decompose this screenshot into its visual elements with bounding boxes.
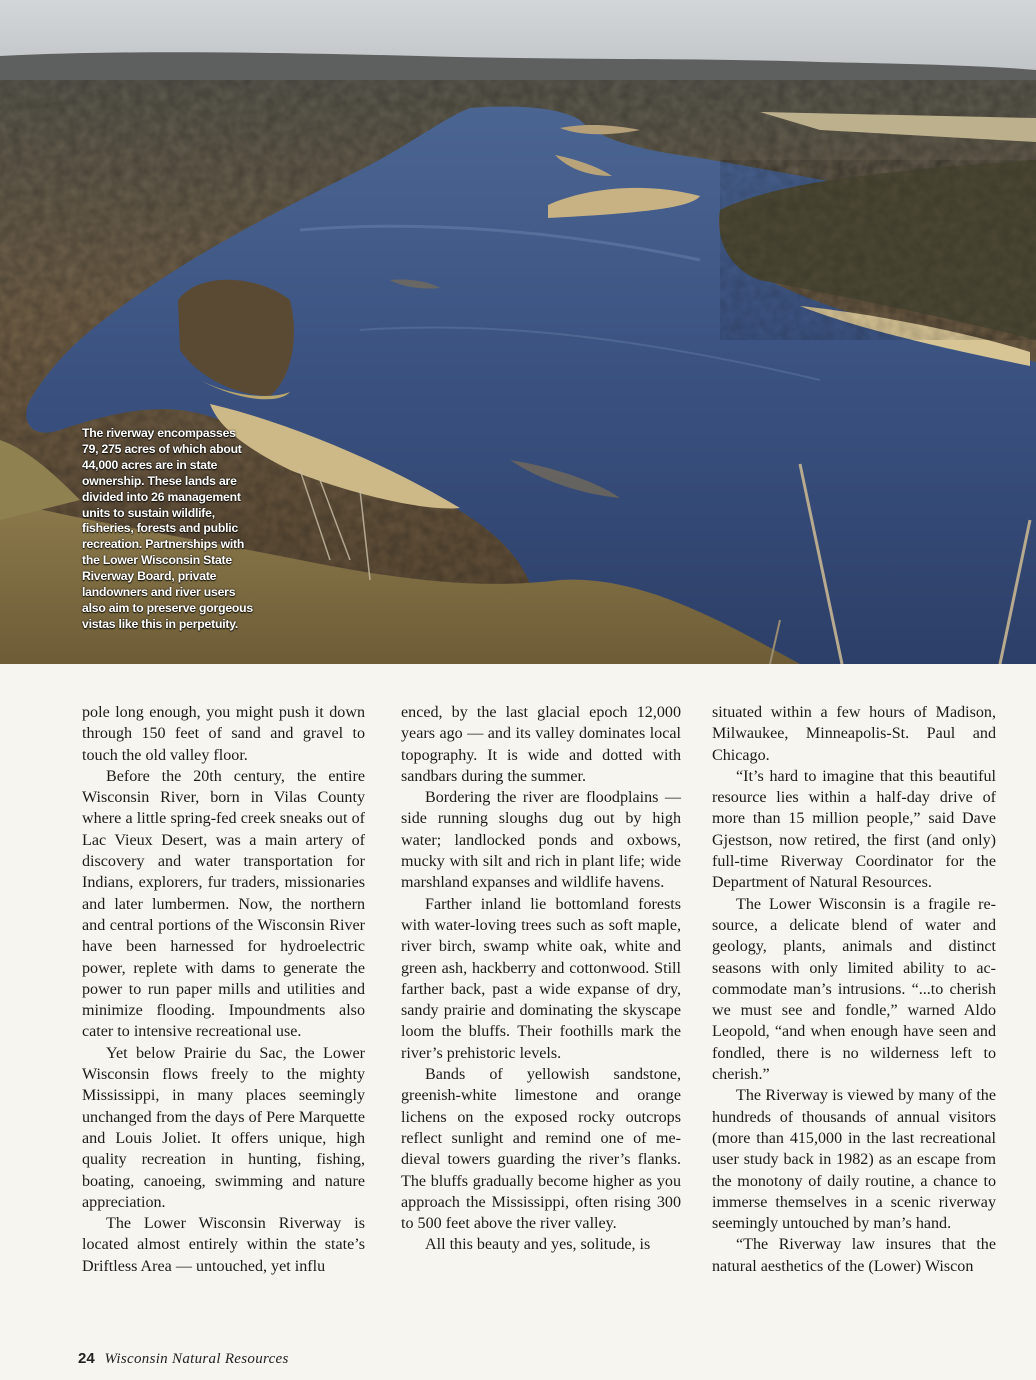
paragraph: The Lower Wisconsin is a fragile resource, a delicate blend of water and geology, plants, animals and distinct seasons with only limited ability to accommodate man’s intrusions. “...to cherish we must see and fondle,” warned Aldo Leopold, “and when enough have seen and fondled, there is no wilderness left to cherish.” [712,895,996,1084]
paragraph: pole long enough, you might push it down through 150 feet of sand and gravel to touch the old valley floor. [82,704,365,764]
paragraph: All this beauty and yes, solitude, is [425,1236,651,1254]
paragraph: Bordering the river are floodplains — side running sloughs dug out by high water; landlocked ponds and oxbows, mucky with silt and rich in plant life; wide marshland expanses and wildlife havens. [401,789,681,892]
paragraph: situated within a few hours of Madison, Milwaukee, Minneapolis-St. Paul and Chicago. [712,704,996,764]
photo-caption: The riverway encompasses 79, 275 acres of which about 44,000 acres are in state ownership. These lands are divided into 26 management units to sustain wildlife, fisheries, forests and public recreation. Partnerships with the Lower Wisconsin State Riverway Board, private landowners and river users also aim to preserve gorgeous vistas like this in perpetuity. [82,426,253,631]
paragraph: The Lower Wisconsin Riverway is located almost entirely within the state’s Driftless Area — untouched, yet influ [82,1215,365,1275]
paragraph: “It’s hard to imagine that this beautiful resource lies within a half-day drive of more than 15 million people,” said Dave Gjestson, now retired, the first (and only) full-time Riverway Coordinator for the Department of Natural Resources. [712,767,996,892]
paragraph: Yet below Prairie du Sac, the Lower Wisconsin flows freely to the mighty Mississippi, in many places seemingly unchanged from the days of Pere Marquette and Louis Joliet. It offers unique, high quality recreation in hunting, fishing, boating, canoeing, swimming and nature appreciation. [82,1044,365,1211]
paragraph: The Riverway is viewed by many of the hundreds of thousands of annual visitors (more than 415,000 in the last recreational user study back in 1982) as an escape from the monotony of daily routine, a chance to immerse themselves in a scenic riverway seemingly untouched by man’s hand. [712,1087,996,1233]
paragraph: “The Riverway law insures that the natural aesthetics of the (Lower) Wiscon [712,1236,996,1275]
river-valley-photo [0,0,1036,664]
text-column-3 [712,702,996,1277]
publication-name: Wisconsin Natural Resources [104,1351,289,1367]
paragraph: Bands of yellowish sandstone, greenish-white limestone and orange lichens on the exposed rocky outcrops reflect sunlight and remind one of medieval towers guarding the river’s flanks. The bluffs gradually become higher as you approach the Mississippi, often rising 300 to 500 feet above the river valley. [401,1066,681,1233]
text-column-2 [401,702,681,1256]
paragraph: enced, by the last glacial epoch 12,000 years ago — and its valley dominates local topography. It is wide and dotted with sandbars during the summer. [401,704,681,785]
text-column-1 [82,702,365,1277]
page-number: 24 [78,1350,95,1367]
paragraph: Before the 20th century, the entire Wisconsin River, born in Vilas County where a little spring-fed creek sneaks out of Lac Vieux Desert, was a main artery of discovery and water transportation for Indians, explorers, fur traders, missionaries and later lumbermen. Now, the northern and central portions of the Wisconsin River have been harnessed for hydroelectric power, replete with dams to generate the power to run paper mills and utilities and minimize flooding. Impoundments also cater to intensive recreational use. [82,767,365,1041]
paragraph: Farther inland lie bottomland forests with water-loving trees such as soft maple, river birch, swamp white oak, white and green ash, hackberry and cottonwood. Still farther back, past a wide expanse of dry, sandy prairie and dominating the skyscape loom the bluffs. Their foothills mark the river’s prehistoric levels. [401,895,681,1062]
page-footer [78,1350,289,1368]
